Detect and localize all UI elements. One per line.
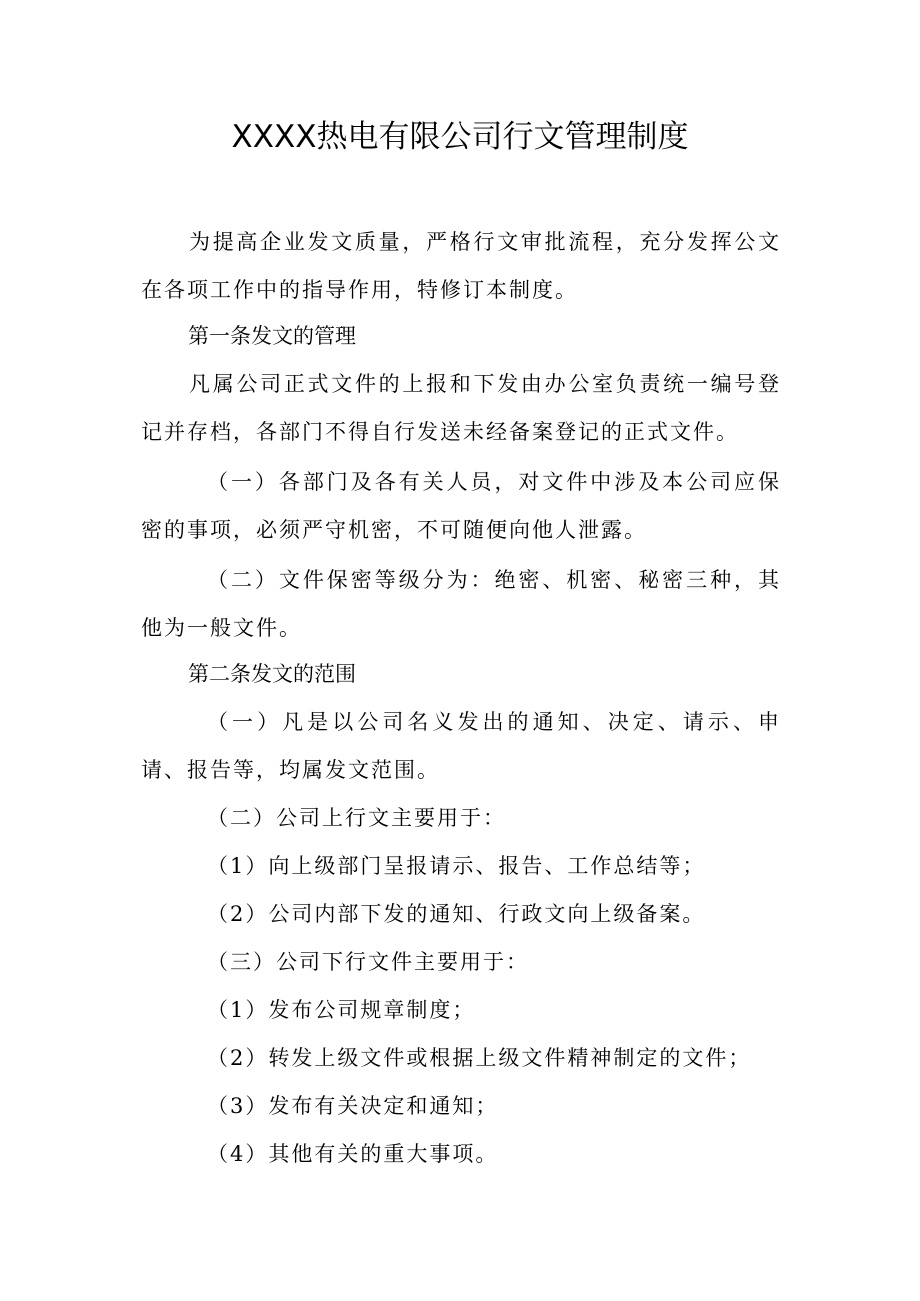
article-2-item-3: （三）公司下行文件主要用于： [207,950,529,974]
intro-paragraph: 为提高企业发文质量，严格行文审批流程，充分发挥公文在各项工作中的指导作用，特修订本制度。 [141,230,781,302]
article-1-body: 凡属公司正式文件的上报和下发由办公室负责统一编号登记并存档，各部门不得自行发送未经备案登记的正式文件。 [141,372,781,444]
article-1-heading: 第一条发文的管理 [188,324,356,348]
article-2-item-1: （一）凡是以公司名义发出的通知、决定、请示、申请、报告等，均属发文范围。 [141,710,781,782]
article-2-item-3-sub-2: （2）转发上级文件或根据上级文件精神制定的文件； [207,1046,752,1070]
article-2-item-2-sub-1: （1）向上级部门呈报请示、报告、工作总结等； [207,854,706,878]
article-1-item-1: （一）各部门及各有关人员，对文件中涉及本公司应保密的事项，必须严守机密，不可随便向他人泄露。 [141,470,781,542]
article-2-heading: 第二条发文的范围 [188,662,356,686]
article-2-item-3-sub-1: （1）发布公司规章制度； [207,998,476,1022]
article-1-item-2: （二）文件保密等级分为：绝密、机密、秘密三种，其他为一般文件。 [141,568,781,640]
article-2-item-3-sub-3: （3）发布有关决定和通知； [207,1094,499,1118]
article-2-item-2: （二）公司上行文主要用于： [207,806,506,830]
document-title: XXXX热电有限公司行文管理制度 [231,119,689,155]
article-2-item-2-sub-2: （2）公司内部下发的通知、行政文向上级备案。 [207,902,706,926]
article-2-item-3-sub-4: （4）其他有关的重大事项。 [207,1142,499,1166]
